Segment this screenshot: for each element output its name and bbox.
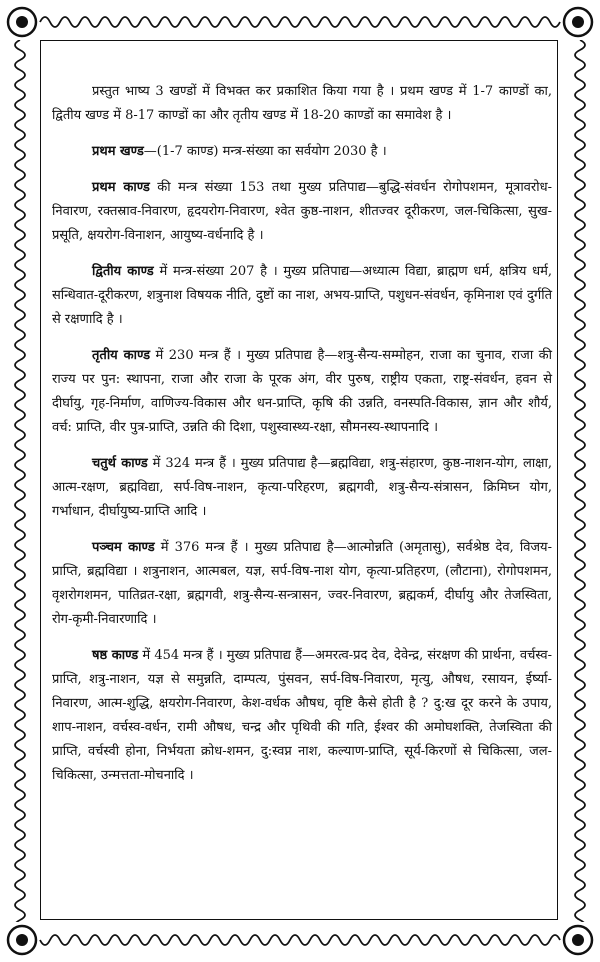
right-ornamental-border (560, 40, 600, 922)
pratham-khand-text: —(1-7 काण्ड) मन्त्र-संख्या का सर्वयोग 2030 है । (143, 144, 387, 159)
intro-paragraph (52, 80, 552, 128)
left-ornamental-border (0, 40, 40, 922)
intro-text: प्रस्तुत भाष्य 3 खण्डों में विभक्त कर प्रकाशित किया गया है । प्रथम खण्ड में 1-7 काण्डों का, द्वितीय खण्ड में 8-17 काण्डों का और तृतीय खण्ड में 18-20 काण्डों का समावेश है । (52, 84, 552, 123)
page-body (52, 80, 552, 800)
chaturth-kand-paragraph (52, 452, 552, 524)
pratham-khand-paragraph (52, 140, 552, 164)
dvitiya-kand-text: में मन्त्र-संख्या 207 है । मुख्य प्रतिपाद्य—अध्यात्म विद्या, ब्राह्मण धर्म, क्षत्रिय धर्म, सन्धिवात-दूरीकरण, शत्रुनाश विषयक नीति, दुष्टों का नाश, अभय-प्राप्ति, पशुधन-संवर्धन, कृमिनाश एवं दुर्गति से रक्षणादि है । (52, 264, 553, 327)
tritiya-kand-paragraph (52, 344, 552, 440)
dvitiya-kand-paragraph (52, 260, 552, 332)
tritiya-kand-text: में 230 मन्त्र हैं । मुख्य प्रतिपाद्य है—शत्रु-सैन्य-सम्मोहन, राजा का चुनाव, राजा की राज्य पर पुन: स्थापना, राजा और राजा के पूरक अंग, वीर पुरुष, राष्ट्रीय एकता, राष्ट्र-संवर्धन, हवन से दीर्घायु, गृह-निर्माण, वाणिज्य-विकास और धन-प्राप्ति, कृषि की उन्नति, वनस्पति-विकास, ज्ञान और शौर्य, वर्च: प्राप्ति, वीर पुत्र-प्राप्ति, उन्नति की दिशा, पशुस्वास्थ्य-रक्षा, सौमनस्य-स्थापनादि । (52, 348, 553, 435)
pancham-kand-heading: पञ्चम काण्ड (92, 540, 155, 555)
chaturth-kand-heading: चतुर्थ काण्ड (92, 456, 148, 471)
pratham-khand-heading: प्रथम खण्ड (92, 144, 144, 159)
pancham-kand-paragraph (52, 536, 552, 632)
dvitiya-kand-heading: द्वितीय काण्ड (92, 264, 154, 279)
pratham-kand-paragraph (52, 176, 552, 248)
tritiya-kand-heading: तृतीय काण्ड (92, 348, 151, 363)
bottom-ornamental-border (0, 918, 600, 962)
pratham-kand-text: की मन्त्र संख्या 153 तथा मुख्य प्रतिपाद्य—बुद्धि-संवर्धन रोगोपशमन, मूत्रावरोध-निवारण, रक्तस्राव-निवारण, हृदयरोग-निवारण, श्वेत कुष्ठ-नाशन, शीतज्वर दूरीकरण, जल-चिकित्सा, सुख-प्रसूति, क्षयरोग-विनाशन, आयुष्य-वर्धनादि है । (52, 180, 552, 243)
chaturth-kand-text: में 324 मन्त्र हैं । मुख्य प्रतिपाद्य है—ब्रह्मविद्या, शत्रु-संहारण, कुष्ठ-नाशन-योग, लाक्षा, आत्म-रक्षण, ब्रह्मविद्या, सर्प-विष-नाशन, कृत्या-परिहरण, ब्रह्मगवी, शत्रु-सैन्य-संत्रासन, क्रिमिघ्न योग, गर्भाधान, दीर्घायुष्य-प्राप्ति आदि । (52, 456, 553, 519)
top-ornamental-border (0, 0, 600, 44)
shashth-kand-text: में 454 मन्त्र हैं । मुख्य प्रतिपाद्य हैं—अमरत्व-प्रद देव, देवेन्द्र, संरक्षण की प्रार्थना, वर्चस्व-प्राप्ति, शत्रु-नाशन, यज्ञ से समुन्नति, दाम्पत्य, पुंसवन, सर्प-विष-निवारण, मृत्यु, औषध, रसायन, ईर्ष्या-निवारण, आत्म-शुद्धि, क्षयरोग-निवारण, केश-वर्धक औषध, वृष्टि कैसे होती है ? दु:ख दूर करने के उपाय, शाप-नाशन, वर्चस्व-वर्धन, रामी औषध, चन्द्र और पृथिवी की गति, ईश्वर की अमोघशक्ति, तेजस्विता की प्राप्ति, वर्चस्वी होना, निर्भयता क्रोध-शमन, दु:स्वप्न नाश, कल्याण-प्राप्ति, सूर्य-किरणों से चिकित्सा, जल-चिकित्सा, उन्मत्तता-मोचनादि । (52, 648, 552, 783)
shashth-kand-paragraph (52, 644, 552, 788)
shashth-kand-heading: षष्ठ काण्ड (92, 648, 139, 663)
pratham-kand-heading: प्रथम काण्ड (92, 180, 150, 195)
pancham-kand-text: में 376 मन्त्र हैं । मुख्य प्रतिपाद्य है—आत्मोन्नति (अमृतासु), सर्वश्रेष्ठ देव, विजय-प्राप्ति, ब्रह्मविद्या । शत्रुनाशन, आत्मबल, यज्ञ, सर्प-विष-नाश योग, कृत्या-प्रतिहरण, (लौटाना), रोगोपशमन, वृशरोगशमन, पातिव्रत-रक्षा, ब्रह्मगवी, शत्रु-सैन्य-सन्त्रासन, ज्वर-निवारण, ब्रह्मकर्म, दीर्घायु और तेजस्विता, रोग-कृमी-निवारणादि । (52, 540, 552, 627)
